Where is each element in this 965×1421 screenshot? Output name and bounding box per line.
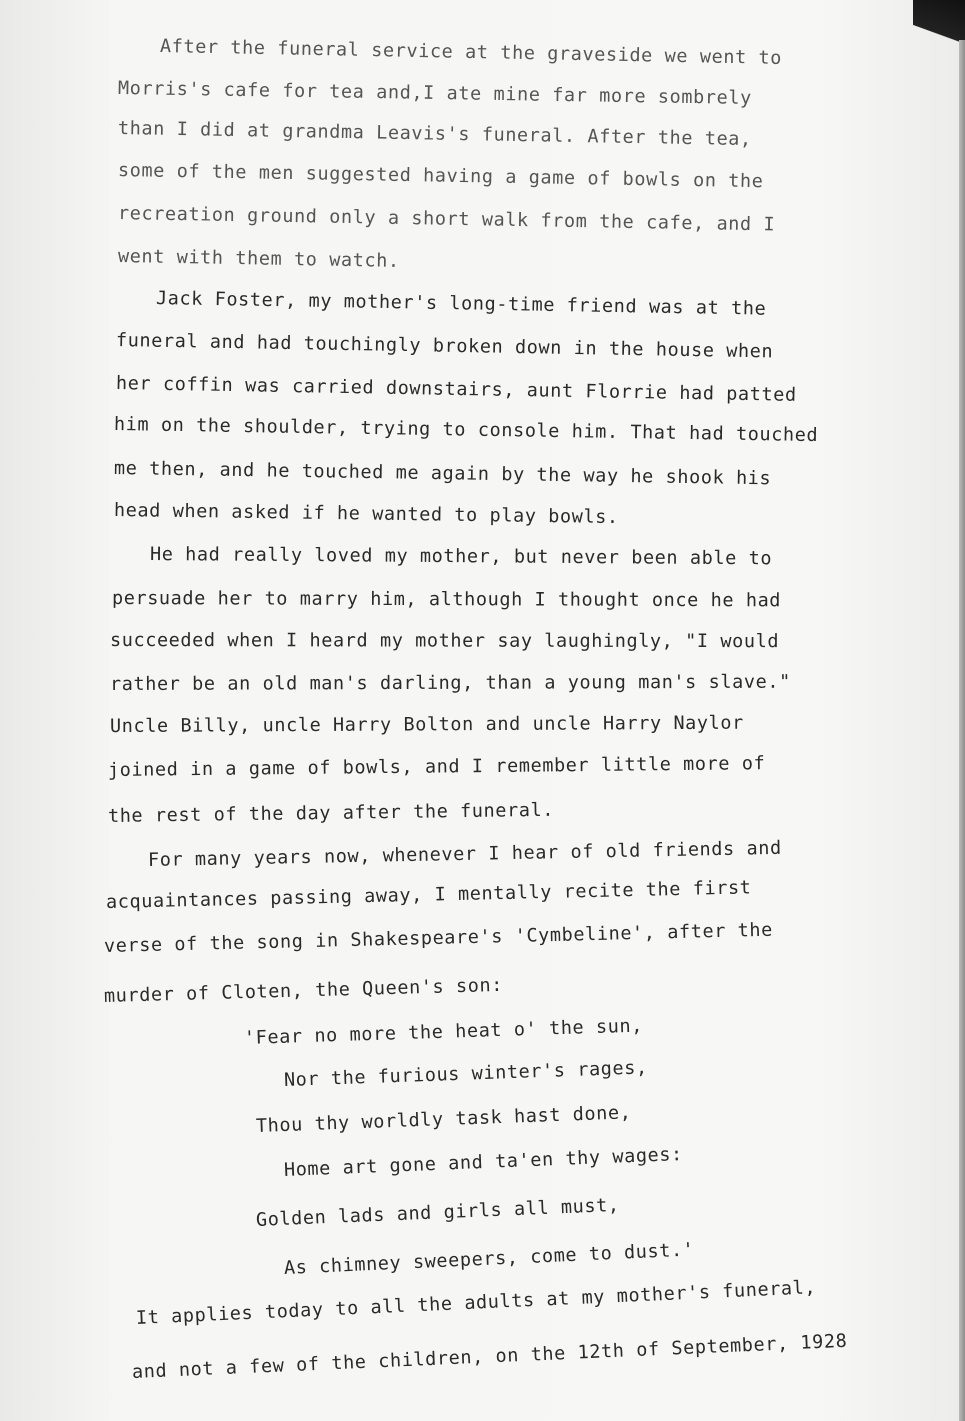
text-line: It applies today to all the adults at my mother's funeral, (135, 1277, 817, 1329)
text-line: verse of the song in Shakespeare's 'Cymbeline', after the (103, 919, 774, 957)
text-line: He had really loved my mother, but never been able to (149, 544, 773, 570)
text-line: and not a few of the children, on the 12th of September, 1928 (131, 1330, 848, 1383)
text-line: murder of Cloten, the Queen's son: (103, 974, 504, 1007)
text-line: funeral and had touchingly broken down in the house when (115, 330, 774, 363)
verse-line: 'Fear no more the heat o' the sun, (243, 1015, 644, 1049)
text-line: joined in a game of bowls, and I remember little more of (107, 753, 766, 781)
text-line: went with them to watch. (117, 246, 400, 272)
text-line: her coffin was carried downstairs, aunt Florrie had patted (115, 373, 797, 406)
text-line: him on the shoulder, trying to console him. That had touched (113, 414, 819, 447)
text-line: Jack Foster, my mother's long-time friend was at the (155, 288, 767, 320)
text-line: For many years now, whenever I hear of old friends and (147, 837, 782, 871)
verse-line: Home art gone and ta'en thy wages: (283, 1143, 684, 1181)
text-line: some of the men suggested having a game of bowls on the (117, 160, 764, 193)
verse-line: Golden lads and girls all must, (255, 1194, 621, 1231)
text-line: than I did at grandma Leavis's funeral. After the tea, (117, 118, 752, 151)
verse-line: As chimney sweepers, come to dust.' (283, 1239, 695, 1279)
text-line: the rest of the day after the funeral. (107, 799, 555, 827)
page-corner-shadow (913, 0, 965, 60)
page-edge (959, 40, 965, 1421)
text-line: me then, and he touched me again by the way he shook his (113, 458, 772, 490)
verse-line: Nor the furious winter's rages, (283, 1057, 649, 1091)
text-line: recreation ground only a short walk from the cafe, and I (117, 203, 776, 236)
text-line: persuade her to marry him, although I thought once he had (111, 588, 782, 612)
text-line: rather be an old man's darling, than a young man's slave." (109, 671, 791, 695)
text-line: Uncle Billy, uncle Harry Bolton and uncle Harry Naylor (109, 712, 744, 737)
text-line: Morris's cafe for tea and,I ate mine far more sombrely (117, 78, 752, 109)
text-line: acquaintances passing away, I mentally recite the first (105, 877, 752, 913)
text-line: After the funeral service at the graveside we went to (159, 36, 783, 69)
text-line: head when asked if he wanted to play bowls. (113, 500, 619, 529)
text-line: succeeded when I heard my mother say laughingly, "I would (109, 630, 780, 653)
verse-line: Thou thy worldly task hast done, (255, 1102, 632, 1137)
